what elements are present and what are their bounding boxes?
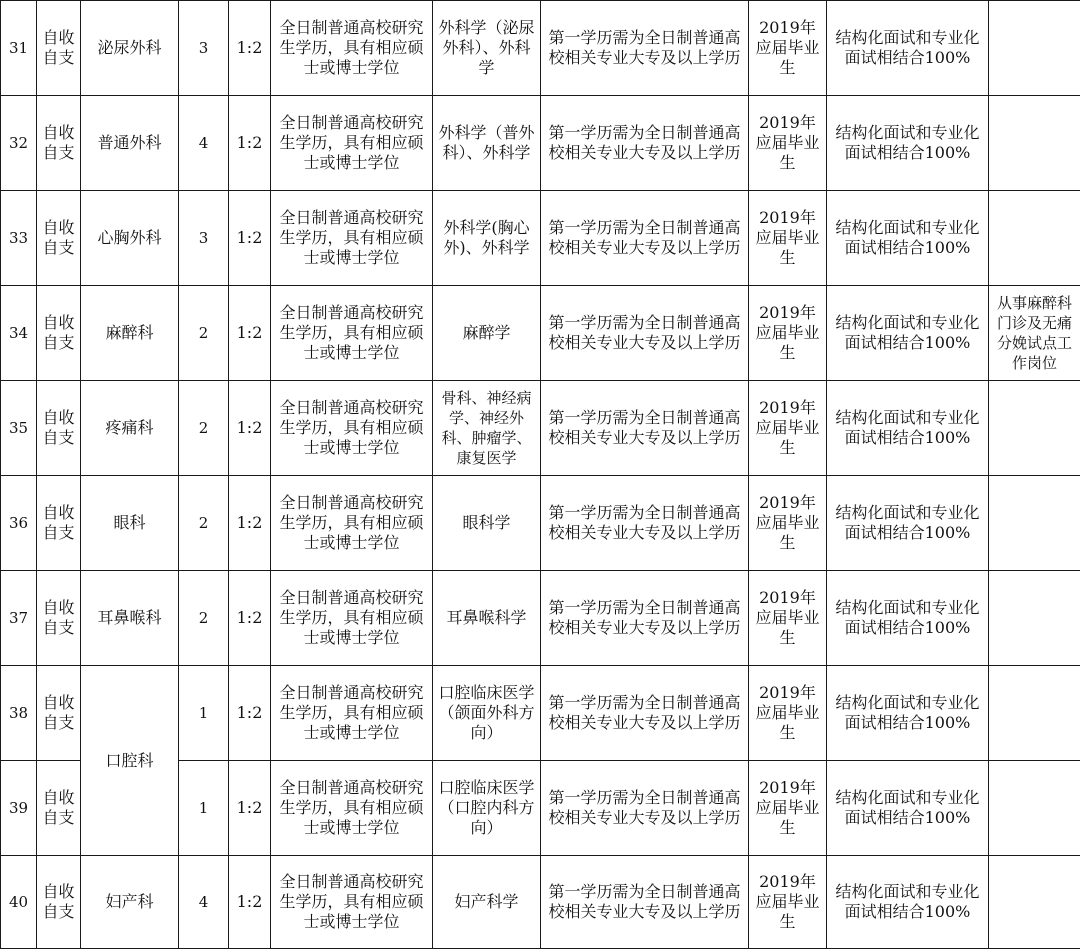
graduate-status: 2019年应届毕业生	[749, 476, 827, 571]
degree-requirement: 全日制普通高校研究生学历，具有相应硕士或博士学位	[271, 1, 433, 96]
row-number: 38	[1, 666, 37, 761]
funding-type: 自收自支	[37, 476, 81, 571]
table-row	[1, 191, 1080, 286]
funding-type: 自收自支	[37, 666, 81, 761]
department: 普通外科	[81, 96, 179, 191]
department: 耳鼻喉科	[81, 571, 179, 666]
exam-method: 结构化面试和专业化面试相结合100%	[827, 761, 989, 856]
funding-type: 自收自支	[37, 1, 81, 96]
first-degree-requirement: 第一学历需为全日制普通高校相关专业大专及以上学历	[541, 286, 749, 381]
graduate-status: 2019年应届毕业生	[749, 761, 827, 856]
first-degree-requirement: 第一学历需为全日制普通高校相关专业大专及以上学历	[541, 1, 749, 96]
major-requirement: 外科学(胸心外)、外科学	[433, 191, 541, 286]
headcount: 1	[179, 666, 229, 761]
degree-requirement: 全日制普通高校研究生学历，具有相应硕士或博士学位	[271, 96, 433, 191]
first-degree-requirement: 第一学历需为全日制普通高校相关专业大专及以上学历	[541, 476, 749, 571]
department: 泌尿外科	[81, 1, 179, 96]
row-number: 39	[1, 761, 37, 856]
exam-method: 结构化面试和专业化面试相结合100%	[827, 666, 989, 761]
department: 眼科	[81, 476, 179, 571]
degree-requirement: 全日制普通高校研究生学历，具有相应硕士或博士学位	[271, 191, 433, 286]
exam-ratio: 1:2	[229, 381, 271, 476]
first-degree-requirement: 第一学历需为全日制普通高校相关专业大专及以上学历	[541, 191, 749, 286]
table-row	[1, 1, 1080, 96]
row-number: 37	[1, 571, 37, 666]
degree-requirement: 全日制普通高校研究生学历，具有相应硕士或博士学位	[271, 286, 433, 381]
headcount: 3	[179, 1, 229, 96]
major-requirement: 口腔临床医学（颌面外科方向）	[433, 666, 541, 761]
first-degree-requirement: 第一学历需为全日制普通高校相关专业大专及以上学历	[541, 571, 749, 666]
major-requirement: 眼科学	[433, 476, 541, 571]
remarks	[989, 666, 1080, 761]
exam-method: 结构化面试和专业化面试相结合100%	[827, 286, 989, 381]
remarks	[989, 381, 1080, 476]
remarks	[989, 191, 1080, 286]
major-requirement: 外科学（普外科）、外科学	[433, 96, 541, 191]
graduate-status: 2019年应届毕业生	[749, 96, 827, 191]
major-requirement: 妇产科学	[433, 856, 541, 949]
degree-requirement: 全日制普通高校研究生学历，具有相应硕士或博士学位	[271, 476, 433, 571]
exam-ratio: 1:2	[229, 761, 271, 856]
exam-method: 结构化面试和专业化面试相结合100%	[827, 191, 989, 286]
funding-type: 自收自支	[37, 761, 81, 856]
row-number: 31	[1, 1, 37, 96]
graduate-status: 2019年应届毕业生	[749, 286, 827, 381]
major-requirement: 口腔临床医学（口腔内科方向）	[433, 761, 541, 856]
graduate-status: 2019年应届毕业生	[749, 1, 827, 96]
funding-type: 自收自支	[37, 381, 81, 476]
exam-method: 结构化面试和专业化面试相结合100%	[827, 856, 989, 949]
funding-type: 自收自支	[37, 286, 81, 381]
remarks	[989, 476, 1080, 571]
headcount: 2	[179, 571, 229, 666]
exam-ratio: 1:2	[229, 1, 271, 96]
graduate-status: 2019年应届毕业生	[749, 856, 827, 949]
exam-ratio: 1:2	[229, 191, 271, 286]
graduate-status: 2019年应届毕业生	[749, 666, 827, 761]
first-degree-requirement: 第一学历需为全日制普通高校相关专业大专及以上学历	[541, 761, 749, 856]
remarks: 从事麻醉科门诊及无痛分娩试点工作岗位	[989, 286, 1080, 381]
row-number: 32	[1, 96, 37, 191]
remarks	[989, 96, 1080, 191]
exam-ratio: 1:2	[229, 856, 271, 949]
exam-ratio: 1:2	[229, 96, 271, 191]
remarks	[989, 761, 1080, 856]
headcount: 1	[179, 761, 229, 856]
degree-requirement: 全日制普通高校研究生学历，具有相应硕士或博士学位	[271, 571, 433, 666]
exam-ratio: 1:2	[229, 571, 271, 666]
exam-ratio: 1:2	[229, 476, 271, 571]
department: 口腔科	[81, 666, 179, 856]
degree-requirement: 全日制普通高校研究生学历，具有相应硕士或博士学位	[271, 761, 433, 856]
graduate-status: 2019年应届毕业生	[749, 571, 827, 666]
headcount: 2	[179, 476, 229, 571]
exam-method: 结构化面试和专业化面试相结合100%	[827, 1, 989, 96]
major-requirement: 耳鼻喉科学	[433, 571, 541, 666]
headcount: 3	[179, 191, 229, 286]
major-requirement: 麻醉学	[433, 286, 541, 381]
degree-requirement: 全日制普通高校研究生学历，具有相应硕士或博士学位	[271, 381, 433, 476]
department: 心胸外科	[81, 191, 179, 286]
table-row	[1, 476, 1080, 571]
department: 疼痛科	[81, 381, 179, 476]
exam-ratio: 1:2	[229, 666, 271, 761]
graduate-status: 2019年应届毕业生	[749, 191, 827, 286]
remarks	[989, 1, 1080, 96]
funding-type: 自收自支	[37, 856, 81, 949]
headcount: 4	[179, 96, 229, 191]
major-requirement: 外科学（泌尿外科）、外科学	[433, 1, 541, 96]
remarks	[989, 571, 1080, 666]
row-number: 36	[1, 476, 37, 571]
headcount: 2	[179, 381, 229, 476]
funding-type: 自收自支	[37, 96, 81, 191]
headcount: 4	[179, 856, 229, 949]
row-number: 35	[1, 381, 37, 476]
first-degree-requirement: 第一学历需为全日制普通高校相关专业大专及以上学历	[541, 666, 749, 761]
exam-method: 结构化面试和专业化面试相结合100%	[827, 96, 989, 191]
graduate-status: 2019年应届毕业生	[749, 381, 827, 476]
table-row	[1, 96, 1080, 191]
first-degree-requirement: 第一学历需为全日制普通高校相关专业大专及以上学历	[541, 96, 749, 191]
degree-requirement: 全日制普通高校研究生学历，具有相应硕士或博士学位	[271, 856, 433, 949]
department: 妇产科	[81, 856, 179, 949]
table-row	[1, 856, 1080, 949]
exam-method: 结构化面试和专业化面试相结合100%	[827, 476, 989, 571]
department: 麻醉科	[81, 286, 179, 381]
table-row	[1, 286, 1080, 381]
row-number: 33	[1, 191, 37, 286]
table-row	[1, 666, 1080, 761]
exam-method: 结构化面试和专业化面试相结合100%	[827, 571, 989, 666]
degree-requirement: 全日制普通高校研究生学历，具有相应硕士或博士学位	[271, 666, 433, 761]
row-number: 40	[1, 856, 37, 949]
remarks	[989, 856, 1080, 949]
funding-type: 自收自支	[37, 571, 81, 666]
exam-method: 结构化面试和专业化面试相结合100%	[827, 381, 989, 476]
exam-ratio: 1:2	[229, 286, 271, 381]
first-degree-requirement: 第一学历需为全日制普通高校相关专业大专及以上学历	[541, 856, 749, 949]
first-degree-requirement: 第一学历需为全日制普通高校相关专业大专及以上学历	[541, 381, 749, 476]
row-number: 34	[1, 286, 37, 381]
major-requirement: 骨科、神经病学、神经外科、肿瘤学、康复医学	[433, 381, 541, 476]
funding-type: 自收自支	[37, 191, 81, 286]
table-row	[1, 571, 1080, 666]
table-row	[1, 381, 1080, 476]
headcount: 2	[179, 286, 229, 381]
